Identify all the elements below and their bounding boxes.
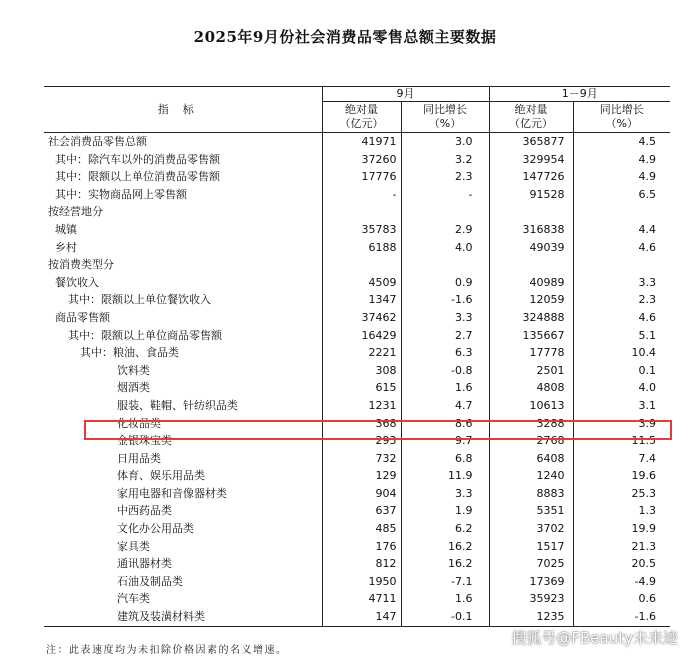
cell-ytd-absolute: 2501	[489, 362, 573, 380]
cell-ytd-growth	[573, 203, 670, 221]
cell-month-absolute: 37462	[322, 309, 401, 327]
table-row	[44, 379, 670, 397]
cell-ytd-absolute: 91528	[489, 186, 573, 204]
cell-indicator-name: 服装、鞋帽、针纺织品类	[117, 398, 238, 412]
cell-month-growth: 3.3	[401, 485, 489, 503]
cell-indicator-name: 其中：限额以上单位商品零售额	[68, 328, 222, 342]
cell-month-absolute: 485	[322, 520, 401, 538]
cell-ytd-absolute: 6408	[489, 450, 573, 468]
cell-month-growth: 3.0	[401, 133, 489, 151]
header-indicator: 指标	[44, 87, 322, 133]
header-growth-line2: （%）	[605, 117, 638, 130]
cell-ytd-growth: 20.5	[573, 555, 670, 573]
retail-sales-table	[44, 86, 670, 627]
cell-ytd-growth: 4.6	[573, 239, 670, 257]
table-row	[44, 239, 670, 257]
cell-month-absolute	[322, 203, 401, 221]
cell-month-absolute: 732	[322, 450, 401, 468]
header-group-ytd: 1－9月	[489, 87, 670, 102]
cell-ytd-absolute: 316838	[489, 221, 573, 239]
cell-ytd-growth: 6.5	[573, 186, 670, 204]
table-row	[44, 327, 670, 345]
cell-ytd-growth: 10.4	[573, 344, 670, 362]
cell-month-growth: 6.8	[401, 450, 489, 468]
cell-ytd-growth: 3.9	[573, 415, 670, 433]
cell-month-absolute: 35783	[322, 221, 401, 239]
cell-indicator-name: 汽车类	[117, 592, 150, 606]
table-header	[44, 87, 670, 133]
header-abs-line1: 绝对量	[514, 103, 548, 116]
header-growth-line2: （%）	[428, 117, 462, 130]
cell-ytd-absolute: 17369	[489, 573, 573, 591]
cell-ytd-absolute: 40989	[489, 274, 573, 292]
cell-ytd-growth: 5.1	[573, 327, 670, 345]
table-row	[44, 256, 670, 274]
cell-indicator-name: 通讯器材类	[117, 557, 172, 571]
cell-ytd-absolute: 1240	[489, 467, 573, 485]
table-row	[44, 573, 670, 591]
table-row	[44, 397, 670, 415]
cell-indicator-name: 乡村	[55, 240, 77, 254]
cell-ytd-growth: -1.6	[573, 608, 670, 626]
cell-month-growth	[401, 203, 489, 221]
cell-month-absolute: 1347	[322, 291, 401, 309]
cell-month-growth: 0.9	[401, 274, 489, 292]
cell-indicator-name: 饮料类	[117, 363, 150, 377]
cell-indicator-name: 餐饮收入	[55, 275, 99, 289]
watermark: 搜狐号@FBeauty未来迹	[511, 629, 678, 647]
page-title: 2025年9月份社会消费品零售总额主要数据	[193, 28, 497, 46]
table-row	[44, 555, 670, 573]
table-row	[44, 590, 670, 608]
cell-month-growth: 9.7	[401, 432, 489, 450]
cell-month-absolute: 16429	[322, 327, 401, 345]
header-group-month: 9月	[322, 87, 489, 102]
cell-month-growth: -	[401, 186, 489, 204]
cell-month-absolute: 1231	[322, 397, 401, 415]
cell-month-absolute: 615	[322, 379, 401, 397]
cell-month-absolute: 41971	[322, 133, 401, 151]
cell-month-absolute: 368	[322, 415, 401, 433]
cell-month-absolute: 37260	[322, 151, 401, 169]
cell-month-growth: 16.2	[401, 555, 489, 573]
table-row	[44, 432, 670, 450]
cell-month-absolute: 293	[322, 432, 401, 450]
cell-ytd-growth: 11.5	[573, 432, 670, 450]
cell-indicator-name: 按消费类型分	[48, 258, 114, 272]
cell-ytd-growth: 2.3	[573, 291, 670, 309]
table-row	[44, 309, 670, 327]
cell-indicator-name: 家具类	[117, 539, 150, 553]
cell-month-growth: 2.3	[401, 168, 489, 186]
cell-ytd-growth: 1.3	[573, 502, 670, 520]
table-row	[44, 274, 670, 292]
table-row	[44, 467, 670, 485]
cell-month-growth: 2.9	[401, 221, 489, 239]
cell-month-growth: -1.6	[401, 291, 489, 309]
cell-month-growth: 16.2	[401, 538, 489, 556]
header-month-absolute	[322, 102, 401, 133]
cell-ytd-growth: 3.1	[573, 397, 670, 415]
cell-ytd-absolute: 8883	[489, 485, 573, 503]
cell-month-absolute: 176	[322, 538, 401, 556]
cell-month-growth	[401, 256, 489, 274]
cell-month-absolute	[322, 256, 401, 274]
cell-indicator-name: 化妆品类	[117, 416, 161, 430]
cell-ytd-absolute: 324888	[489, 309, 573, 327]
header-ytd-absolute	[489, 102, 573, 133]
cell-ytd-growth: 21.3	[573, 538, 670, 556]
table-row	[44, 133, 670, 151]
cell-ytd-absolute: 3702	[489, 520, 573, 538]
cell-ytd-absolute: 135667	[489, 327, 573, 345]
cell-ytd-growth	[573, 256, 670, 274]
cell-ytd-growth: 19.6	[573, 467, 670, 485]
cell-ytd-absolute: 12059	[489, 291, 573, 309]
cell-ytd-growth: 4.4	[573, 221, 670, 239]
cell-indicator-name: 烟酒类	[117, 381, 150, 395]
cell-ytd-growth: 25.3	[573, 485, 670, 503]
cell-ytd-absolute	[489, 256, 573, 274]
cell-indicator-name: 按经营地分	[48, 205, 103, 219]
header-growth-line1: 同比增长	[599, 103, 644, 116]
cell-ytd-absolute: 2768	[489, 432, 573, 450]
cell-ytd-growth: 0.6	[573, 590, 670, 608]
cell-month-growth: 3.3	[401, 309, 489, 327]
cell-month-growth: 2.7	[401, 327, 489, 345]
cell-month-growth: 1.6	[401, 590, 489, 608]
cell-ytd-absolute	[489, 203, 573, 221]
table-row	[44, 415, 670, 433]
cell-ytd-absolute: 1517	[489, 538, 573, 556]
cell-month-growth: -0.8	[401, 362, 489, 380]
cell-indicator-name: 日用品类	[117, 451, 161, 465]
cell-indicator-name: 石油及制品类	[117, 574, 183, 588]
cell-ytd-absolute: 35923	[489, 590, 573, 608]
cell-month-absolute: 2221	[322, 344, 401, 362]
cell-month-absolute: 1950	[322, 573, 401, 591]
cell-month-growth: 4.7	[401, 397, 489, 415]
cell-ytd-growth: 4.5	[573, 133, 670, 151]
cell-month-growth: 8.6	[401, 415, 489, 433]
cell-indicator-name: 金银珠宝类	[117, 434, 172, 448]
cell-ytd-growth: 4.9	[573, 168, 670, 186]
cell-indicator-name: 商品零售额	[55, 310, 110, 324]
table-row	[44, 608, 670, 626]
table-row	[44, 502, 670, 520]
header-growth-line1: 同比增长	[423, 103, 467, 116]
cell-ytd-growth: 3.3	[573, 274, 670, 292]
cell-month-growth: 4.0	[401, 239, 489, 257]
cell-month-absolute: 904	[322, 485, 401, 503]
cell-month-absolute: 4509	[322, 274, 401, 292]
cell-month-growth: 1.6	[401, 379, 489, 397]
footnote: 注：此表速度均为未扣除价格因素的名义增速。	[46, 645, 288, 656]
cell-ytd-absolute: 17778	[489, 344, 573, 362]
cell-indicator-name: 城镇	[55, 222, 77, 236]
cell-ytd-absolute: 329954	[489, 151, 573, 169]
cell-month-growth: 6.2	[401, 520, 489, 538]
table-row	[44, 485, 670, 503]
cell-month-absolute: 6188	[322, 239, 401, 257]
cell-indicator-name: 其中：限额以上单位餐饮收入	[68, 293, 211, 307]
cell-month-absolute: 308	[322, 362, 401, 380]
cell-ytd-absolute: 7025	[489, 555, 573, 573]
cell-ytd-absolute: 365877	[489, 133, 573, 151]
header-abs-line1: 绝对量	[345, 103, 378, 116]
table-row	[44, 291, 670, 309]
table-row	[44, 520, 670, 538]
table-row	[44, 450, 670, 468]
header-abs-line2: （亿元）	[339, 117, 384, 130]
cell-month-growth: 1.9	[401, 502, 489, 520]
header-ytd-growth	[573, 102, 670, 133]
cell-indicator-name: 其中：限额以上单位消费品零售额	[55, 170, 220, 184]
cell-ytd-absolute: 49039	[489, 239, 573, 257]
cell-month-growth: 6.3	[401, 344, 489, 362]
header-abs-line2: （亿元）	[509, 117, 553, 130]
table-body	[44, 133, 670, 627]
cell-indicator-name: 中西药品类	[117, 504, 172, 518]
cell-month-absolute: 129	[322, 467, 401, 485]
cell-month-growth: -0.1	[401, 608, 489, 626]
cell-month-absolute: 4711	[322, 590, 401, 608]
cell-indicator-name: 社会消费品零售总额	[48, 135, 147, 148]
cell-ytd-absolute: 4808	[489, 379, 573, 397]
cell-month-absolute: -	[322, 186, 401, 204]
cell-ytd-growth: -4.9	[573, 573, 670, 591]
table-row	[44, 538, 670, 556]
header-month-growth	[401, 102, 489, 133]
cell-ytd-growth: 7.4	[573, 450, 670, 468]
cell-month-absolute: 637	[322, 502, 401, 520]
table-row	[44, 151, 670, 169]
table-row	[44, 203, 670, 221]
table-row	[44, 186, 670, 204]
cell-ytd-absolute: 1235	[489, 608, 573, 626]
cell-ytd-absolute: 5351	[489, 502, 573, 520]
cell-month-growth: 3.2	[401, 151, 489, 169]
cell-indicator-name: 家用电器和音像器材类	[117, 486, 227, 500]
cell-month-absolute: 812	[322, 555, 401, 573]
cell-ytd-growth: 4.0	[573, 379, 670, 397]
cell-ytd-growth: 4.9	[573, 151, 670, 169]
cell-month-growth: 11.9	[401, 467, 489, 485]
cell-month-absolute: 147	[322, 608, 401, 626]
cell-indicator-name: 文化办公用品类	[117, 522, 194, 536]
cell-ytd-absolute: 10613	[489, 397, 573, 415]
table-row	[44, 168, 670, 186]
table-row	[44, 221, 670, 239]
cell-month-absolute: 17776	[322, 168, 401, 186]
cell-indicator-name: 其中：除汽车以外的消费品零售额	[55, 152, 220, 166]
cell-month-growth: -7.1	[401, 573, 489, 591]
cell-ytd-growth: 4.6	[573, 309, 670, 327]
cell-ytd-growth: 19.9	[573, 520, 670, 538]
cell-ytd-growth: 0.1	[573, 362, 670, 380]
table-row	[44, 362, 670, 380]
cell-indicator-name: 其中：实物商品网上零售额	[55, 187, 187, 201]
cell-indicator-name: 建筑及装潢材料类	[44, 608, 322, 626]
table-row	[44, 344, 670, 362]
cell-ytd-absolute: 3288	[489, 415, 573, 433]
cell-indicator-name: 其中：粮油、食品类	[80, 346, 179, 360]
cell-ytd-absolute: 147726	[489, 168, 573, 186]
cell-indicator-name: 体育、娱乐用品类	[117, 469, 205, 483]
